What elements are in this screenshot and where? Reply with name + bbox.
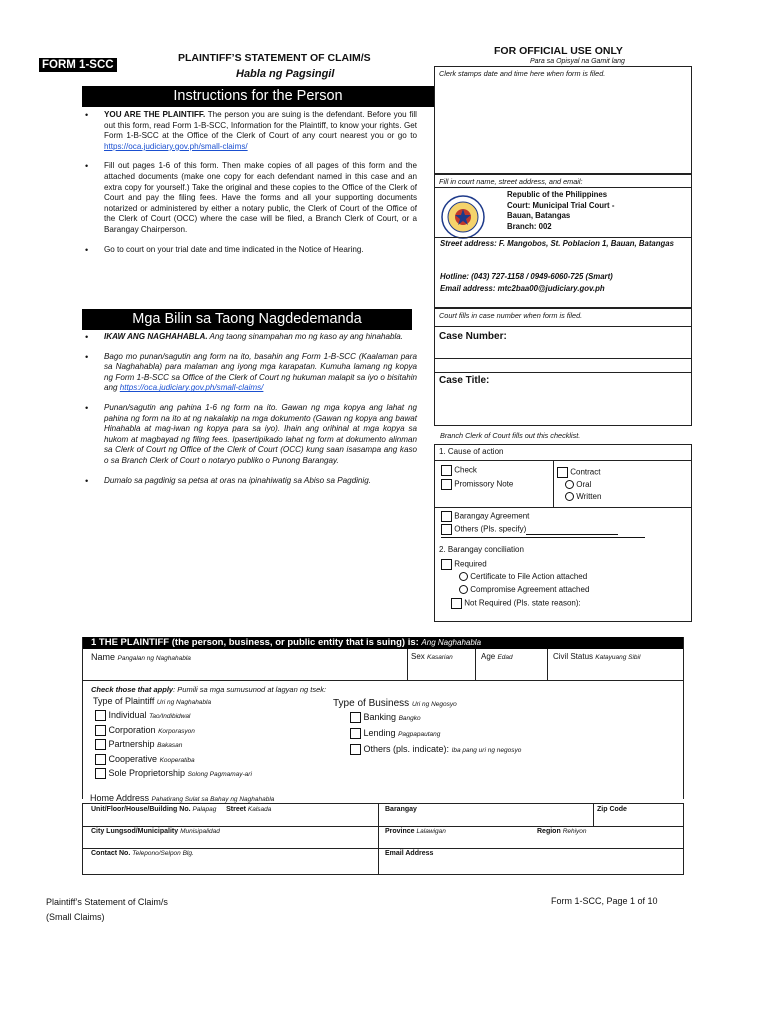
court-fill-note: Fill in court name, street address, and email: [435,175,691,188]
province-field[interactable] [385,828,446,835]
city-field[interactable] [91,828,220,835]
lending-checkbox[interactable] [350,728,361,739]
corporation-checkbox[interactable] [95,725,106,736]
form-subtitle: Habla ng Pagsingil [236,68,335,80]
instruction-bold: YOU ARE THE PLAINTIFF. [104,110,206,119]
home-address-sub: Pahatirang Sulat sa Bahay ng Naghahabla [151,796,275,803]
others-specify-checkbox[interactable] [441,524,452,535]
official-use-title: FOR OFFICIAL USE ONLY [494,45,623,57]
type-business-title [333,698,457,709]
conciliation-line [441,537,645,538]
instruction-text: Fill out pages 1-6 of this form. Then make copies of all pages of this form and the attached documents (make one copy for each defendant named in this case and an extra copy for yourself.) Take the original and these copies to the Office of the Clerk of Court and pay the filing fees. Have the forms and all your supporting documents notarized or administered by either a notary public, the Clerk of Court of the Office of the Clerk of Court (OCC) where the case will be filed, a Branch Clerk of Court, or a Barangay Chairperson. [104,161,417,234]
contract-label: Contract [570,467,601,477]
check-apply-sub: : Pumili sa mga sumusunod at lagyan ng tsek: [173,685,327,694]
footer-page-number: Form 1-SCC, Page 1 of 10 [551,896,658,906]
plaintiff-type-cooperative[interactable] [95,753,252,768]
court-lines [507,190,614,232]
type-plaintiff-label: Type of Plaintiff [93,696,155,706]
region-sub: Rehiyon [562,828,587,835]
certificate-radio[interactable] [459,572,468,581]
instruction-item [82,161,417,235]
court-street: Street address: F. Mangobos, St. Poblacion 1, Bauan, Batangas [440,239,674,248]
check-label: Check [454,465,477,475]
plaintiff-type-individual[interactable] [95,709,252,724]
form-title: PLAINTIFF’S STATEMENT OF CLAIM/S [178,52,371,64]
type-sub: Bakasan [157,742,183,749]
footer-left [46,895,168,925]
others-specify-label: Others (Pls. specify) [454,524,527,534]
bilin-text: Bago mo punan/sagutin ang form na ito, basahin ang Form 1-B-SCC (Kaalaman para sa Naghahabla) para malaman ang iyong mga karapatan. Kumuha lamang ng kopya ng Form 1-B-SCC sa Office of the Clerk of Court ng hukuman malapit sa iyo o bisitahin ang [104,351,417,393]
business-label: Banking [363,712,397,722]
zip-field[interactable]: Zip Code [597,806,627,813]
plaintiff-section-title: 1 THE PLAINTIFF (the person, business, or public entity that is suing) is: [91,637,419,648]
city-sub: Munisipalidad [180,828,220,835]
type-label: Partnership [108,739,155,749]
province-sub: Lalawigan [416,828,446,835]
bilin-heading [82,309,412,330]
written-option[interactable] [565,492,601,501]
barangay-agreement-label: Barangay Agreement [454,511,530,521]
bilin-heading-text: Mga Bilin sa Taong Nagdedemanda [132,311,362,327]
small-claims-link-tl[interactable]: https://oca.judiciary.gov.ph/small-claims/ [119,383,264,393]
email-field[interactable]: Email Address [385,850,434,857]
home-address-label: Home Address [90,793,150,803]
type-plaintiff-sub: Uri ng Naghahabla [156,699,212,706]
type-label: Individual [108,710,147,720]
individual-checkbox[interactable] [95,710,106,721]
address-table [82,803,684,875]
plaintiff-type-corporation[interactable] [95,724,252,739]
business-lending[interactable] [350,726,521,742]
type-plaintiff-title [93,696,211,706]
others-business-checkbox[interactable] [350,744,361,755]
instruction-item [82,110,417,152]
type-label: Sole Proprietorship [108,768,186,778]
instruction-item [82,245,417,256]
plaintiff-type-list [95,709,252,782]
age-label: Age [481,652,496,661]
case-number-label: Case Number: [435,327,691,359]
case-note: Court fills in case number when form is filed. [435,309,691,327]
sex-sub: Kasarian [427,654,453,661]
bilin-item [82,476,417,487]
type-sub: Kooperatiba [159,756,195,764]
contact-sub: Telepono/Selpon Blg. [132,850,194,857]
age-sub: Edad [497,654,513,661]
not-required-checkbox[interactable] [451,598,462,609]
certificate-label: Certificate to File Action attached [470,572,588,581]
unit-label: Unit/Floor/House/Building No. [91,806,191,813]
bilin-item [82,332,417,343]
check-checkbox[interactable] [441,465,452,476]
required-option[interactable] [441,559,487,570]
business-sub: Bangko [398,715,421,722]
partnership-checkbox[interactable] [95,739,106,750]
unit-sub: Palapag [192,806,217,813]
business-others[interactable] [350,742,521,758]
contract-checkbox[interactable] [557,467,568,478]
court-line: Bauan, Batangas [507,211,571,220]
region-field[interactable] [537,828,587,835]
court-line: Branch: 002 [507,221,552,231]
barangay-agreement-checkbox[interactable] [441,511,452,522]
type-business-label: Type of Business [333,698,410,709]
age-field[interactable] [481,652,513,661]
civil-sub: Katayuang Sibil [595,654,641,661]
name-field[interactable] [91,652,191,662]
bilin-item [82,352,417,394]
cause-label: 1. Cause of action [439,447,504,456]
court-info-box [434,174,692,308]
not-required-option[interactable] [451,598,581,609]
written-radio[interactable] [565,492,574,501]
sex-field[interactable] [411,652,453,661]
others-specify-line[interactable] [526,534,618,535]
name-row [83,649,683,681]
business-type-list [350,710,521,758]
check-option[interactable] [441,465,477,476]
plaintiff-type-sole[interactable] [95,767,252,782]
business-banking[interactable] [350,710,521,726]
check-apply-label: Check those that apply [91,685,174,694]
footer-doc-type: (Small Claims) [46,912,105,922]
oral-option[interactable] [565,480,591,489]
small-claims-link[interactable]: https://oca.judiciary.gov.ph/small-claims/ [104,141,248,151]
instructions-heading [82,86,434,107]
instruction-text: The person you are suing is the defendant. Before you fill out this form, read Form 1-B-SCC, Information for the Plaintiff, to know your rights. Get Form 1-B-SCC at the Office of the Clerk of Court of any court nearest you or go to [104,110,417,141]
type-sub: Korporasyon [158,727,195,735]
conciliation-label: 2. Barangay conciliation [439,545,524,554]
region-label: Region [537,828,561,835]
promissory-checkbox[interactable] [441,479,452,490]
clerk-stamp-box [434,66,692,174]
case-title-label: Case Title: [439,375,490,386]
bilin-bold: IKAW ANG NAGHAHABLA. [104,332,208,341]
type-sub: Solong Pagmamay-ari [187,771,252,778]
business-label: Lending [363,728,396,738]
official-use-sub: Para sa Opisyal na Gamit lang [530,58,625,65]
certificate-option[interactable] [459,572,587,581]
home-address-title [90,793,274,803]
contract-option[interactable] [557,467,600,478]
barangay-field[interactable]: Barangay [385,806,417,813]
bilin-text: Dumalo sa pagdinig sa petsa at oras na ipinahiwatig sa Abiso sa Pagdinig. [104,475,371,485]
contact-label: Contact No. [91,850,131,857]
stamp-note: Clerk stamps date and time here when form is filed. [439,69,606,78]
street-label: Street [226,806,246,813]
supreme-court-seal-icon [441,195,485,239]
cooperative-checkbox[interactable] [95,754,106,765]
court-hotline: Hotline: (043) 727-1158 / 0949-6060-725 (Smart) [440,272,613,281]
court-email: Email address: mtc2baa00@judiciary.gov.ph [440,284,605,293]
required-checkbox[interactable] [441,559,452,570]
banking-checkbox[interactable] [350,712,361,723]
business-sub: Iba pang uri ng negosyo [451,747,522,754]
type-business-sub: Uri ng Negosyo [411,701,457,708]
compromise-option[interactable] [459,585,589,594]
compromise-radio[interactable] [459,585,468,594]
name-label: Name [91,652,116,662]
instructions-heading-text: Instructions for the Person [173,88,343,104]
bilin-list [82,332,417,495]
plaintiff-section-sub: Ang Naghahabla [421,638,482,647]
instructions-list [82,110,417,264]
check-apply-line [91,685,326,694]
sex-label: Sex [411,652,425,661]
civil-label: Civil Status [553,652,594,661]
type-label: Cooperative [108,753,158,764]
not-required-label: Not Required (Pls. state reason): [464,598,581,608]
type-label: Corporation [108,724,156,735]
bilin-text: Punan/sagutin ang pahina 1-6 ng form na ito. Gawan ng mga kopya ang lahat ng pahina ng form na ito at ng nakalakip na mga dokumento (Gawan ng kopya ang bawat Hinahabla at mag-iwan ng kopya para sa iyo). Ihain ang orihinal at mga kopya sa hukom at magbayad ng filing fees. Ipasertipikado lahat ng form at dokumento alinman sa Clerk of Court ng Office of the Clerk of Court (OCC) kung saan isasampa ang kaso o sa Branch Clerk of Court o notaryo publiko o Punong Barangay. [104,402,417,465]
instruction-text: Go to court on your trial date and time indicated in the Notice of Hearing. [104,244,364,254]
plaintiff-type-partnership[interactable] [95,738,252,753]
type-sub: Tao/Indibidwal [149,713,191,720]
oral-label: Oral [576,480,592,489]
province-label: Province [385,828,415,835]
checklist-box [434,444,692,622]
required-label: Required [454,559,487,569]
name-sub: Pangalan ng Naghahabla [117,655,191,662]
promissory-label: Promissory Note [454,479,514,489]
plaintiff-section-header [83,637,683,649]
street-sub: Kalsada [247,806,272,813]
sole-proprietorship-checkbox[interactable] [95,768,106,779]
others-specify-option[interactable] [441,524,618,535]
barangay-agreement-option[interactable] [441,511,529,522]
civil-status-field[interactable] [553,652,640,661]
business-label: Others (pls. indicate): [363,744,450,754]
bilin-text: Ang taong sinampahan mo ng kaso ay ang hinahabla. [207,332,404,341]
footer-doc-name: Plaintiff’s Statement of Claim/s [46,897,168,907]
case-box [434,308,692,426]
unit-field[interactable] [91,806,271,813]
city-label: City Lungsod/Municipality [91,828,179,835]
oral-radio[interactable] [565,480,574,489]
plaintiff-section [82,637,684,799]
court-line: Court: Municipal Trial Court - [507,200,615,210]
contact-field[interactable] [91,850,194,857]
promissory-option[interactable] [441,479,513,490]
written-label: Written [576,492,602,501]
business-sub: Pagpapautang [398,731,441,738]
court-seal [441,195,485,239]
checklist-note: Branch Clerk of Court fills out this checklist. [440,431,581,440]
bilin-item [82,403,417,467]
form-badge: FORM 1-SCC [39,58,117,72]
court-line: Republic of the Philippines [507,190,608,199]
compromise-label: Compromise Agreement attached [470,585,590,594]
